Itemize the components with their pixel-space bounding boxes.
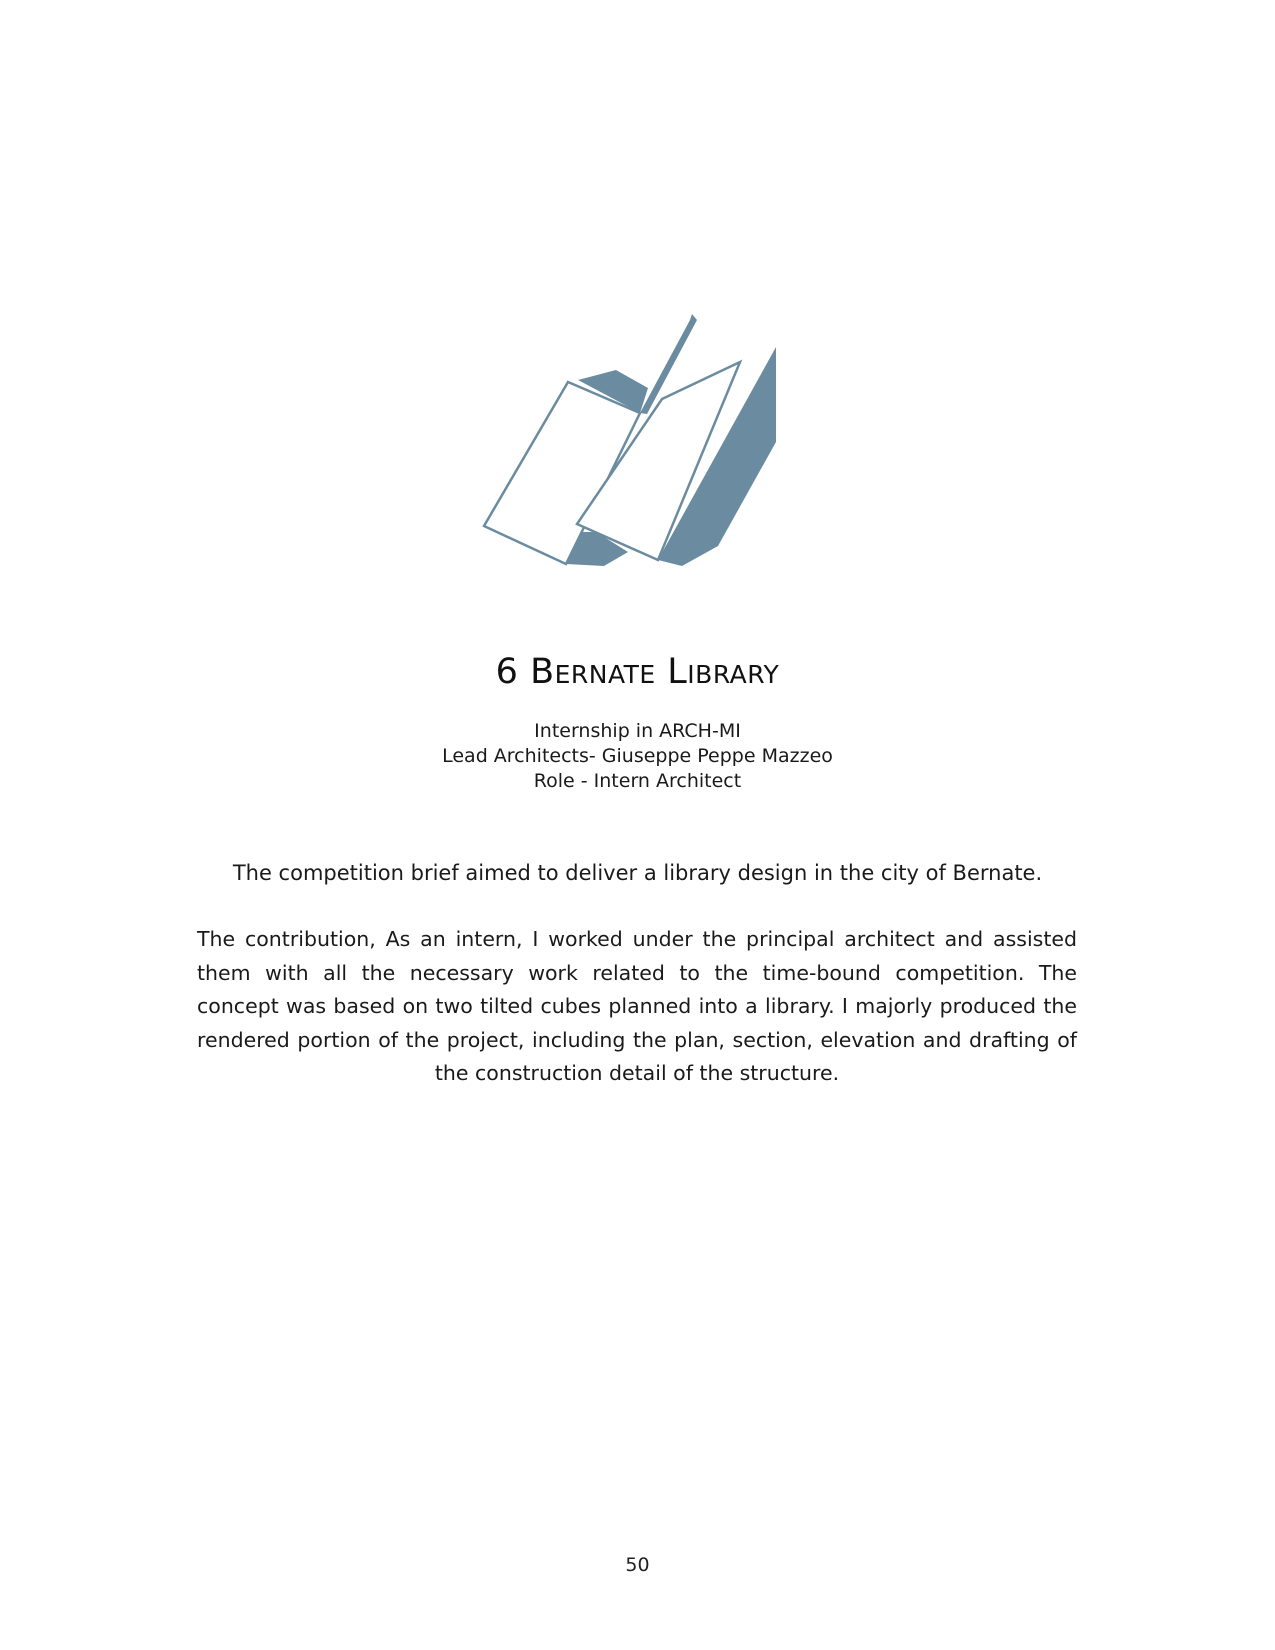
role-line: Role - Intern Architect	[533, 770, 742, 792]
contribution-paragraph: The contribution, As an intern, I worked under the principal architect and assisted them with all the necessary work related to the time-bound competition. The concept was based on two tilted cubes planned into a library. I majorly produced the rendered portion of the project, including the plan, section, elevation and drafting of the construction detail of the structure.	[197, 927, 1077, 1085]
internship-line: Internship in ARCH-MI	[534, 720, 741, 742]
project-title: 6 Bernate Library	[495, 652, 780, 692]
page-number: 50	[625, 1554, 650, 1576]
project-meta	[0, 719, 1275, 794]
lead-architects-line: Lead Architects- Giuseppe Peppe Mazzeo	[442, 745, 833, 767]
brief-paragraph: The competition brief aimed to deliver a library design in the city of Bernate.	[232, 861, 1043, 885]
tilted-cubes-logo-icon	[470, 305, 790, 580]
